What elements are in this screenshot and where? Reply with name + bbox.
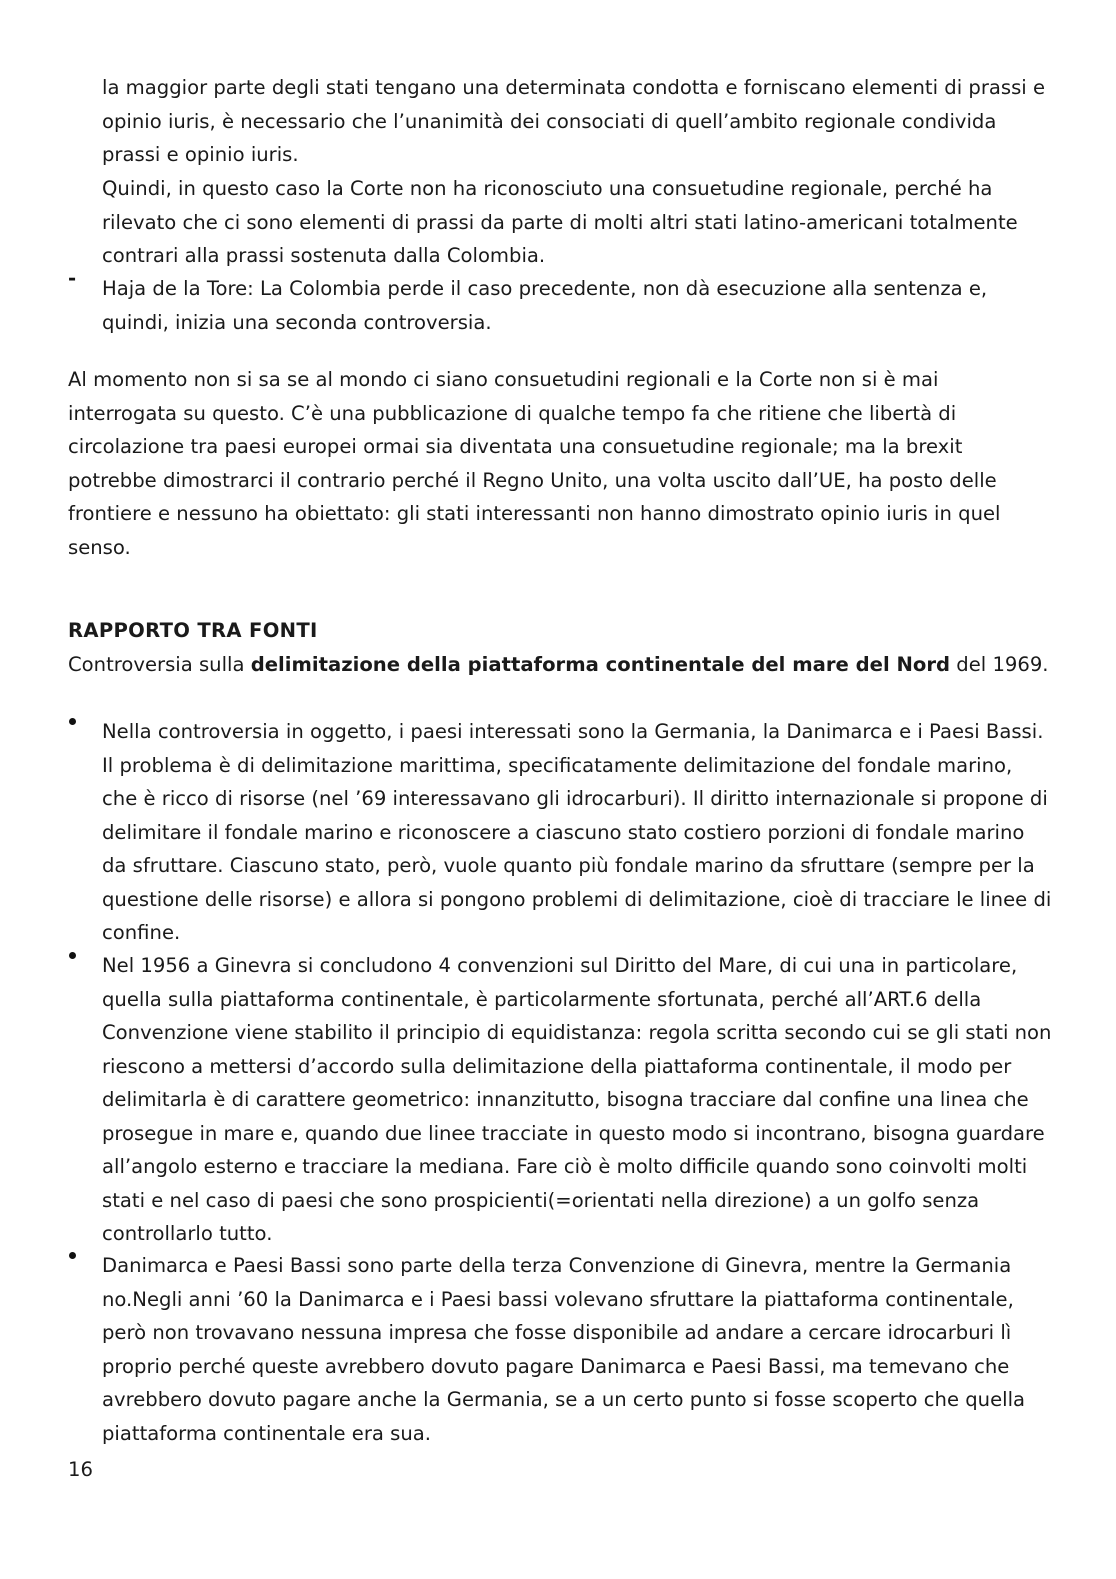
bullet-item-1: Nella controversia in oggetto, i paesi interessati sono la Germania, la Danimarca e i Paesi Bassi. Il problema è di delimitazione marittima, specificatamente delimitazione del fondale marino, che è ricco di risorse (nel ’69 interessavano gli idrocarburi). Il diritto internazionale si propone di delimitare il fondale marino e riconoscere a ciascuno stato costiero porzioni di fondale marino da sfruttare. Ciascuno stato, però, vuole quanto più fondale marino da sfruttare (sempre per la questione delle risorse) e allora si pongono problemi di delimitazione, cioè di tracciare le linee di confine. [102, 720, 1052, 944]
section-intro [68, 648, 1052, 682]
dash-item-text: Haja de la Tore: La Colombia perde il caso precedente, non dà esecuzione alla sentenza e, quindi, inizia una seconda controversia. [102, 277, 988, 334]
bullet-dot [69, 718, 76, 725]
bullet-dot [69, 952, 76, 959]
bullet-dot [69, 1252, 76, 1259]
section-heading: RAPPORTO TRA FONTI [68, 619, 318, 642]
bullet-item-2: Nel 1956 a Ginevra si concludono 4 convenzioni sul Diritto del Mare, di cui una in particolare, quella sulla piattaforma continentale, è particolarmente sfortunata, perché all’ART.6 della Convenzione viene stabilito il principio di equidistanza: regola scritta secondo cui se gli stati non riescono a mettersi d’accordo sulla delimitazione della piattaforma continentale, il modo per delimitarla è di carattere geometrico: innanzitutto, bisogna tracciare dal confine una linea che prosegue in mare e, quando due linee tracciate in questo modo si incontrano, bisogna guardare all’angolo esterno e tracciare la mediana. Fare ciò è molto difficile quando sono coinvolti molti stati e nel caso di paesi che sono prospicienti(=orientati nella direzione) a un golfo senza controllarlo tutto. [102, 954, 1052, 1245]
intro-text-after: del 1969. [950, 653, 1049, 676]
continuation-paragraph-2: Quindi, in questo caso la Corte non ha riconosciuto una consuetudine regionale, perché ha rilevato che ci sono elementi di prassi da parte di molti altri stati latino-americani totalmente contrari alla prassi sostenuta dalla Colombia. [102, 177, 1018, 267]
regional-custom-paragraph: Al momento non si sa se al mondo ci siano consuetudini regionali e la Corte non si è mai interrogata su questo. C’è una pubblicazione di qualche tempo fa che ritiene che libertà di circolazione tra paesi europei ormai sia diventata una consuetudine regionale; ma la brexit potrebbe dimostrarci il contrario perché il Regno Unito, una volta uscito dall’UE, ha posto delle frontiere e nessuno ha obiettato: gli stati interessanti non hanno dimostrato opinio iuris in quel senso. [68, 368, 1001, 559]
page-number: 16 [68, 1458, 93, 1481]
bullet-item-3: Danimarca e Paesi Bassi sono parte della terza Convenzione di Ginevra, mentre la Germania no.Negli anni ’60 la Danimarca e i Paesi bassi volevano sfruttare la piattaforma continentale, però non trovavano nessuna impresa che fosse disponibile ad andare a cercare idrocarburi lì proprio perché queste avrebbero dovuto pagare Danimarca e Paesi Bassi, ma temevano che avrebbero dovuto pagare anche la Germania, se a un certo punto si fosse scoperto che quella piattaforma continentale era sua. [102, 1254, 1026, 1445]
intro-text-before: Controversia sulla [68, 653, 251, 676]
intro-bold-topic: delimitazione della piattaforma continentale del mare del Nord [250, 653, 951, 676]
dash-marker: - [68, 267, 77, 290]
continuation-paragraph-1: la maggior parte degli stati tengano una determinata condotta e forniscano elementi di prassi e opinio iuris, è necessario che l’unanimità dei consociati di quell’ambito regionale condivida prassi e opinio iuris. [102, 76, 1046, 166]
